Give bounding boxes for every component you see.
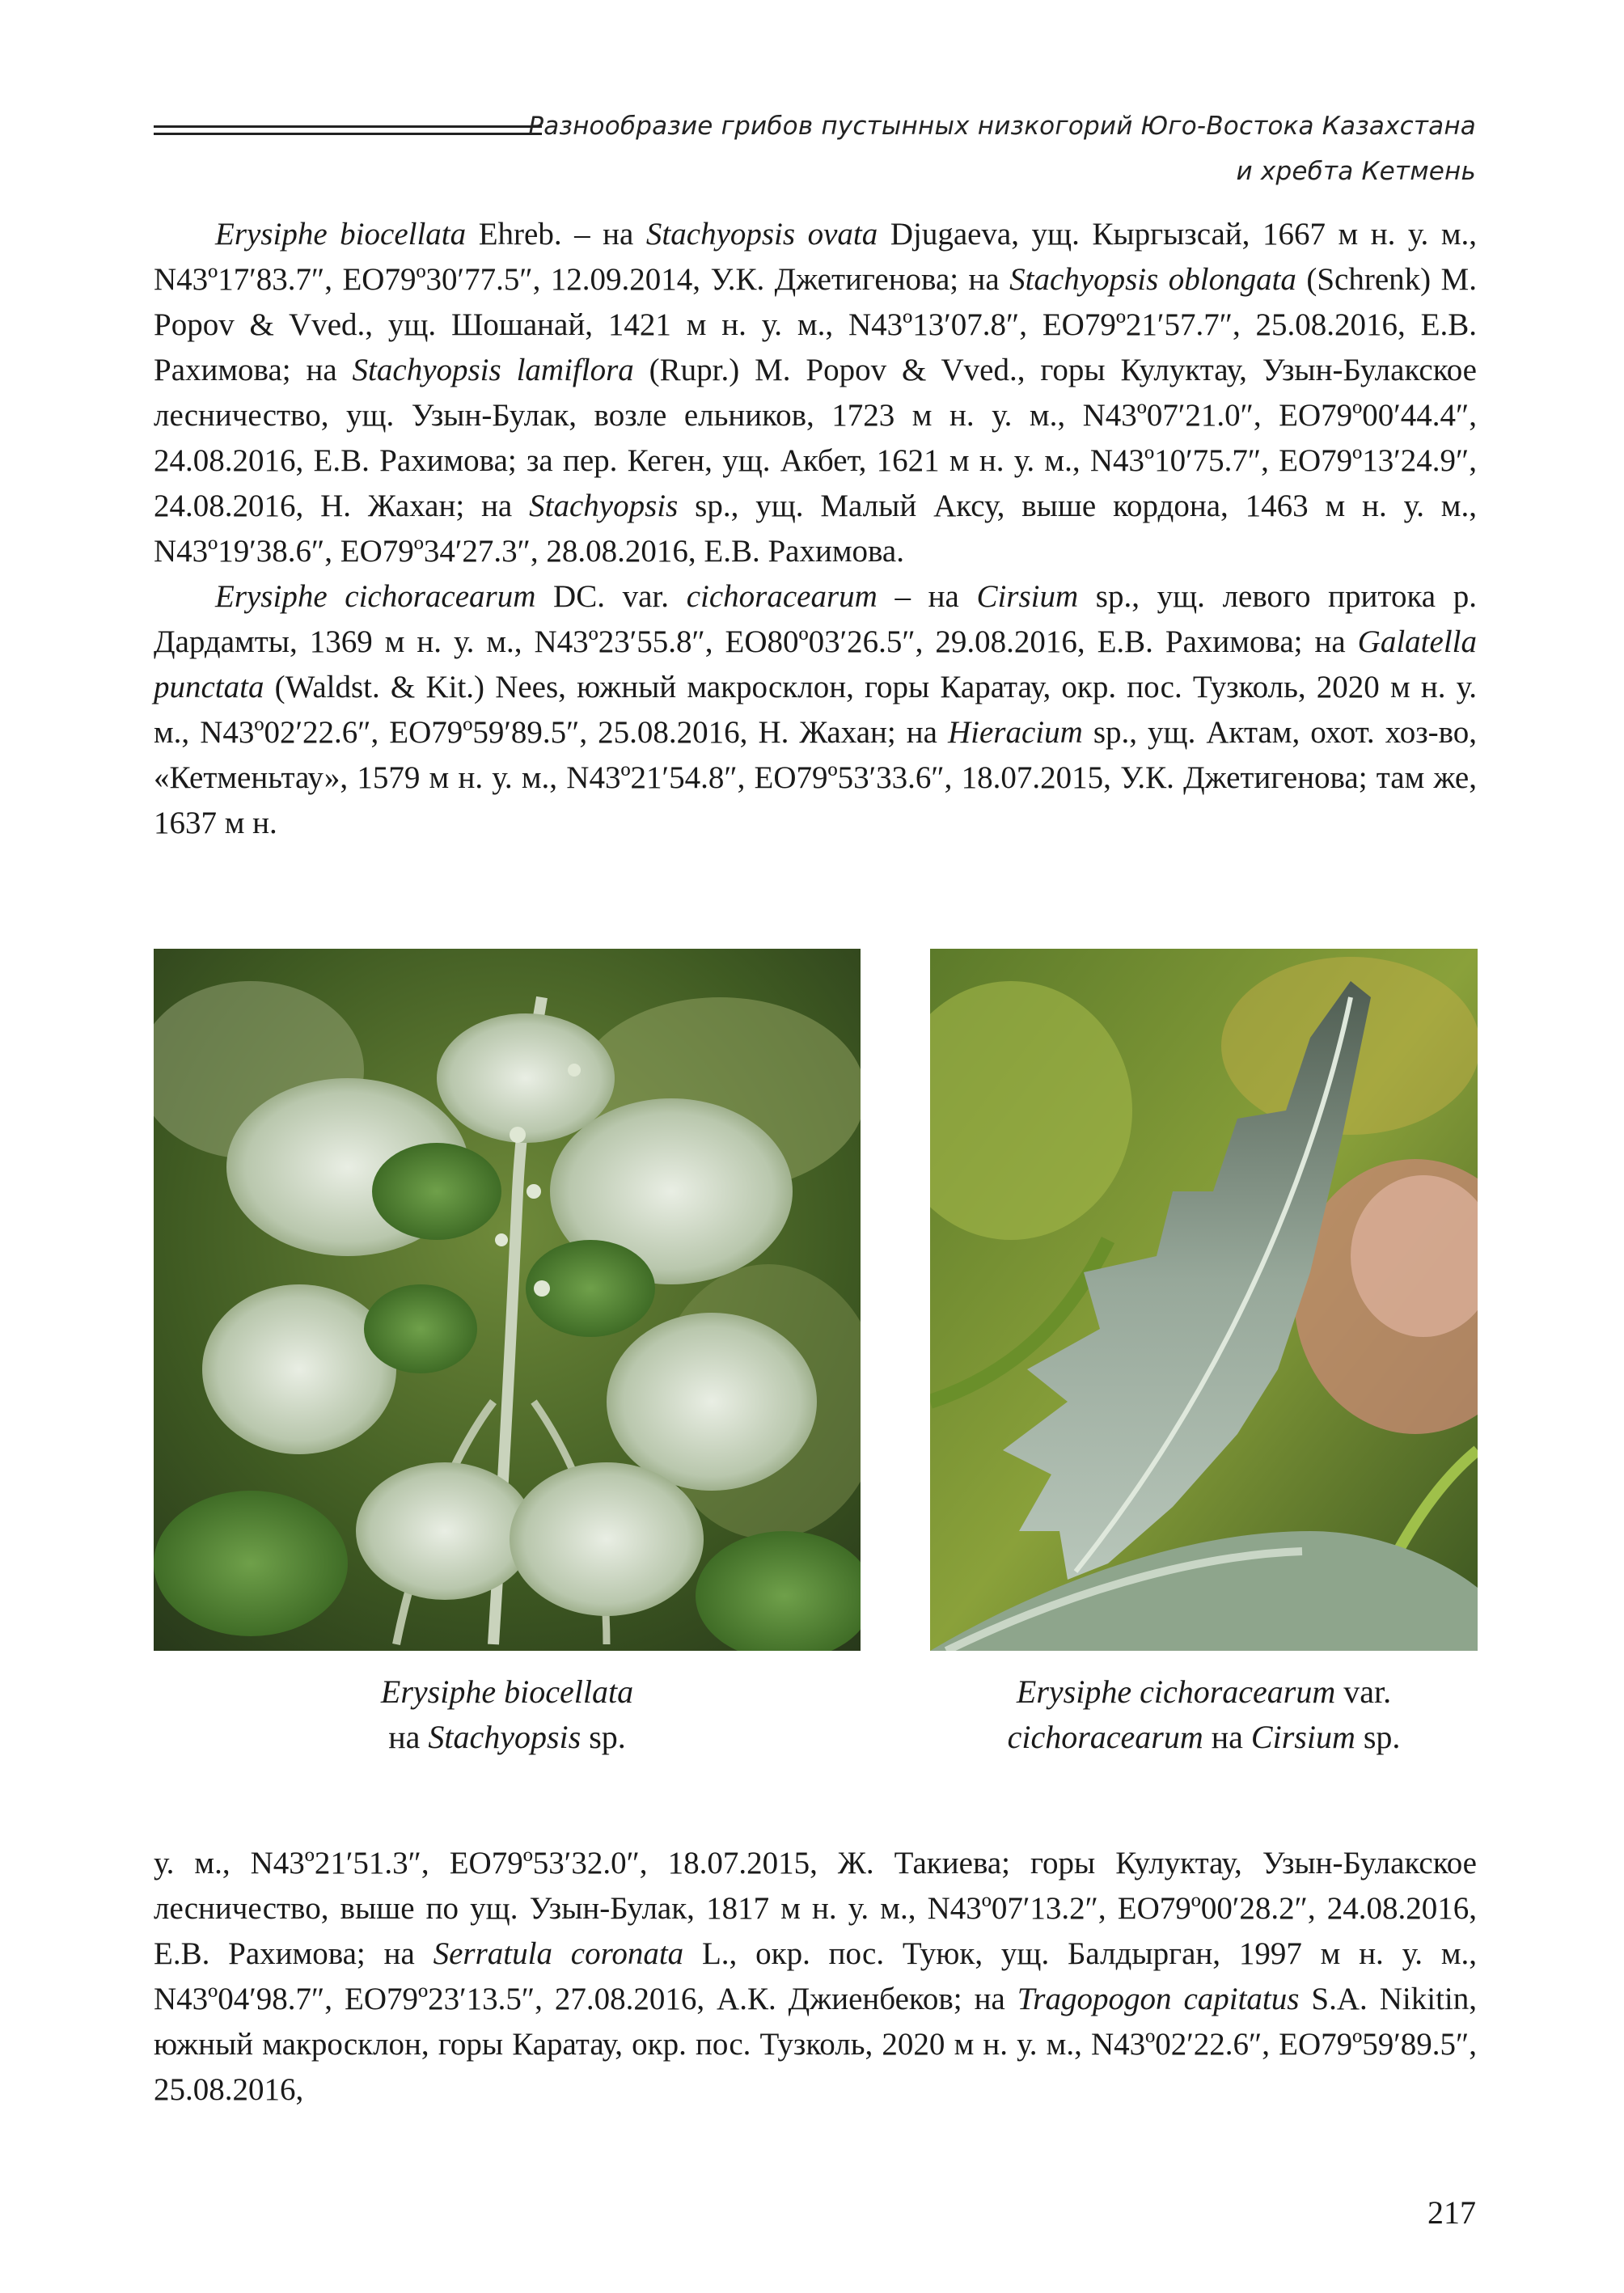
text-run: DC. var.: [535, 579, 687, 614]
caption-line: [930, 1669, 1478, 1715]
species-name: Serratula coronata: [433, 1936, 684, 1971]
species-name: cichoracearum: [1007, 1719, 1203, 1755]
caption-line: [930, 1715, 1478, 1760]
running-head: [528, 104, 1476, 194]
species-name: Erysiphe biocellata: [380, 1673, 634, 1710]
caption-left: [154, 1669, 861, 1760]
species-name: Galatella punctata: [154, 624, 1477, 704]
text-run: S.A. Nikitin, южный макросклон, горы Каратау, окр. пос. Тузколь, 2020 м н. у. м., N43º02′22.6″, EO79º59′89.5″, 25.08.2016,: [154, 1982, 1477, 2107]
species-name: Stachyopsis: [428, 1719, 582, 1755]
species-name: Erysiphe biocellata: [215, 217, 467, 252]
header-rule-line: [154, 133, 542, 135]
text-run: sp., ущ. левого притока р. Дардамты, 1369 м н. у. м., N43º23′55.8″, EO80º03′26.5″, 29.08.2016, Е.В. Рахимова; на: [154, 579, 1478, 659]
main-text-bottom: [154, 1841, 1477, 2113]
paragraph-continuation: [154, 1841, 1477, 2113]
species-name: Stachyopsis lamiflora: [352, 353, 634, 387]
text-run: var.: [1335, 1673, 1392, 1710]
caption-right: [930, 1669, 1478, 1760]
species-name: Stachyopsis oblongata: [1009, 262, 1296, 297]
text-run: (Waldst. & Kit.) Nees, южный макросклон, горы Каратау, окр. пос. Тузколь, 2020 м н. у. м., N43º02′22.6″, EO79º59′89.5″, 25.08.2016, Н. Жахан; на: [154, 670, 1477, 750]
running-head-line: Разнообразие грибов пустынных низкогорий Юго-Востока Казахстана: [528, 112, 1476, 141]
caption-line: [154, 1669, 861, 1715]
species-name: Stachyopsis ovata: [645, 217, 878, 252]
text-run: Ehreb. – на: [466, 217, 646, 252]
text-run: sp., ущ. Актам, охот. хоз-во, «Кетменьтау», 1579 м н. у. м., N43º21′54.8″, EO79º53′33.6″, 18.07.2015, У.К. Джетигенова; там же, 1637 м н.: [154, 715, 1478, 840]
species-name: Hieracium: [947, 715, 1083, 750]
text-run: Djugaeva, ущ. Кыргызсай, 1667 м н. у. м., N43º17′83.7″, EO79º30′77.5″, 12.09.2014, У.К. Джетигенова; на: [154, 217, 1477, 297]
header-rule-line: [154, 125, 542, 128]
text-run: на: [1203, 1719, 1251, 1755]
caption-line: [154, 1715, 861, 1760]
text-run: (Rupr.) M. Popov & Vved., горы Кулуктау, Узын-Булакское лесничество, ущ. Узын-Булак, возле ельников, 1723 м н. у. м., N43º07′21.0″, EO79º00′44.4″, 24.08.2016, Е.В. Рахимова; за пер. Кеген, ущ. Акбет, 1621 м н. у. м., N43º10′75.7″, EO79º13′24.9″, 24.08.2016, Н. Жахан; на: [154, 353, 1477, 523]
species-name: Cirsium: [976, 579, 1079, 614]
text-run: L., окр. пос. Туюк, ущ. Балдырган, 1997 м н. у. м., N43º04′98.7″, EO79º23′13.5″, 27.08.2016, А.К. Джиенбеков; на: [154, 1936, 1477, 2016]
header-rule: [154, 125, 542, 137]
species-name: Cirsium: [1250, 1719, 1355, 1755]
paragraph-erysiphe-cichoracearum: [154, 574, 1477, 846]
species-name: Erysiphe cichoracearum: [215, 579, 536, 614]
species-name: Erysiphe cichoracearum: [1016, 1673, 1336, 1710]
text-run: у. м., N43º21′51.3″, EO79º53′32.0″, 18.07.2015, Ж. Такиева; горы Кулуктау, Узын-Булакское лесничество, выше по ущ. Узын-Булак, 1817 м н. у. м., N43º07′13.2″, EO79º00′28.2″, 24.08.2016, Е.В. Рахимова; на: [154, 1846, 1477, 1971]
main-text-top: [154, 212, 1477, 846]
text-run: на: [388, 1719, 429, 1755]
text-run: sp., ущ. Малый Аксу, выше кордона, 1463 м н. у. м., N43º19′38.6″, EO79º34′27.3″, 28.08.2016, Е.В. Рахимова.: [154, 489, 1477, 569]
thistle-photo-illustration: [930, 949, 1478, 1651]
species-name: Stachyopsis: [529, 489, 679, 523]
page-number: 217: [1427, 2194, 1476, 2231]
text-run: sp.: [581, 1719, 626, 1755]
species-name: Tragopogon capitatus: [1017, 1982, 1300, 2016]
running-head-line: и хребта Кетмень: [1236, 157, 1476, 186]
photo-erysiphe-cichoracearum: [930, 949, 1478, 1651]
species-name: cichoracearum: [686, 579, 878, 614]
plant-photo-illustration: [154, 949, 861, 1651]
text-run: sp.: [1355, 1719, 1401, 1755]
text-run: – на: [877, 579, 977, 614]
text-run: (Schrenk) M. Popov & Vved., ущ. Шошанай, 1421 м н. у. м., N43º13′07.8″, EO79º21′57.7″, 25.08.2016, Е.В. Рахимова; на: [154, 262, 1477, 387]
photo-erysiphe-biocellata: [154, 949, 861, 1651]
paragraph-erysiphe-biocellata: [154, 212, 1477, 574]
